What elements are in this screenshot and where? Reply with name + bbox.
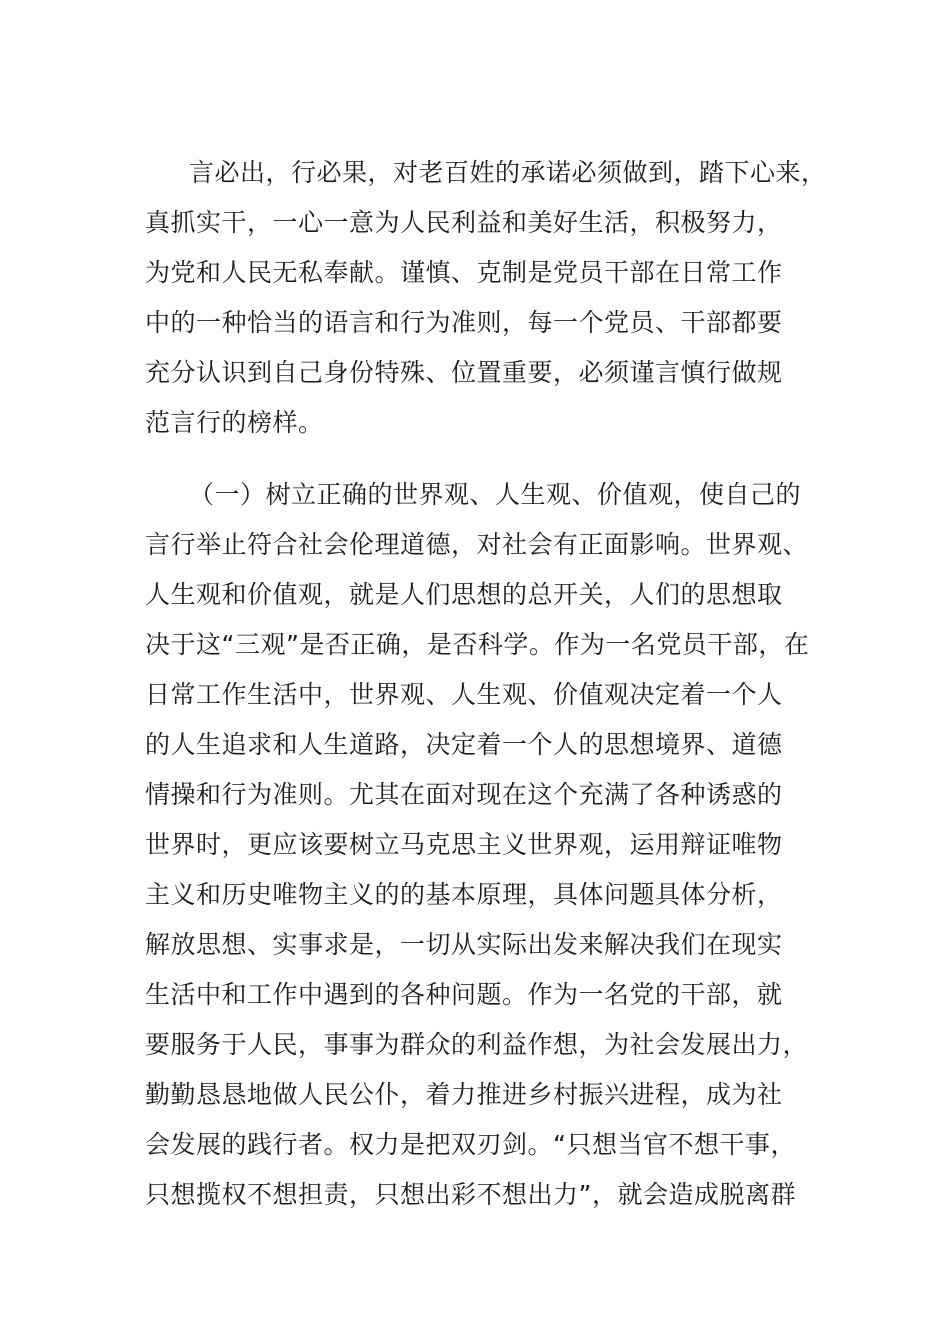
paragraph-2-line-13: 勤勤恳恳地做人民公仆，着力推进乡村振兴进程，成为社 xyxy=(145,1080,783,1109)
paragraph-1-line-2: 真抓实干，一心一意为人民利益和美好生活，积极努力， xyxy=(145,208,783,237)
paragraph-1-line-3: 为党和人民无私奉献。谨慎、克制是党员干部在日常工作 xyxy=(145,258,783,287)
paragraph-2-line-8: 世界时，更应该要树立马克思主义世界观，运用辩证唯物 xyxy=(145,830,783,859)
paragraph-2-line-11: 生活中和工作中遇到的各种问题。作为一名党的干部，就 xyxy=(145,980,783,1009)
paragraph-2-line-5: 日常工作生活中，世界观、人生观、价值观决定着一个人 xyxy=(145,680,783,709)
paragraph-2-line-1: （一）树立正确的世界观、人生观、价值观，使自己的 xyxy=(189,480,802,509)
paragraph-1-line-1: 言必出，行必果，对老百姓的承诺必须做到，踏下心来， xyxy=(189,158,827,187)
paragraph-2-line-9: 主义和历史唯物主义的的基本原理，具体问题具体分析， xyxy=(145,880,783,909)
paragraph-1-line-5: 充分认识到自己身份特殊、位置重要，必须谨言慎行做规 xyxy=(145,358,783,387)
paragraph-2-line-15: 只想揽权不想担责，只想出彩不想出力”，就会造成脱离群 xyxy=(145,1180,796,1209)
paragraph-1-line-4: 中的一种恰当的语言和行为准则，每一个党员、干部都要 xyxy=(145,308,783,337)
paragraph-2-line-4: 决于这“三观”是否正确，是否科学。作为一名党员干部，在 xyxy=(145,630,810,659)
paragraph-2-line-2: 言行举止符合社会伦理道德，对社会有正面影响。世界观、 xyxy=(145,530,809,559)
paragraph-2-line-7: 情操和行为准则。尤其在面对现在这个充满了各种诱惑的 xyxy=(145,780,783,809)
paragraph-2-line-12: 要服务于人民，事事为群众的利益作想，为社会发展出力， xyxy=(145,1030,809,1059)
paragraph-2-line-3: 人生观和价值观，就是人们思想的总开关，人们的思想取 xyxy=(145,580,783,609)
paragraph-2-line-14: 会发展的践行者。权力是把双刃剑。“只想当官不想干事， xyxy=(145,1130,796,1159)
paragraph-1-line-6: 范言行的榜样。 xyxy=(145,408,324,437)
paragraph-2-line-6: 的人生追求和人生道路，决定着一个人的思想境界、道德 xyxy=(145,730,783,759)
paragraph-2-line-10: 解放思想、实事求是，一切从实际出发来解决我们在现实 xyxy=(145,930,783,959)
